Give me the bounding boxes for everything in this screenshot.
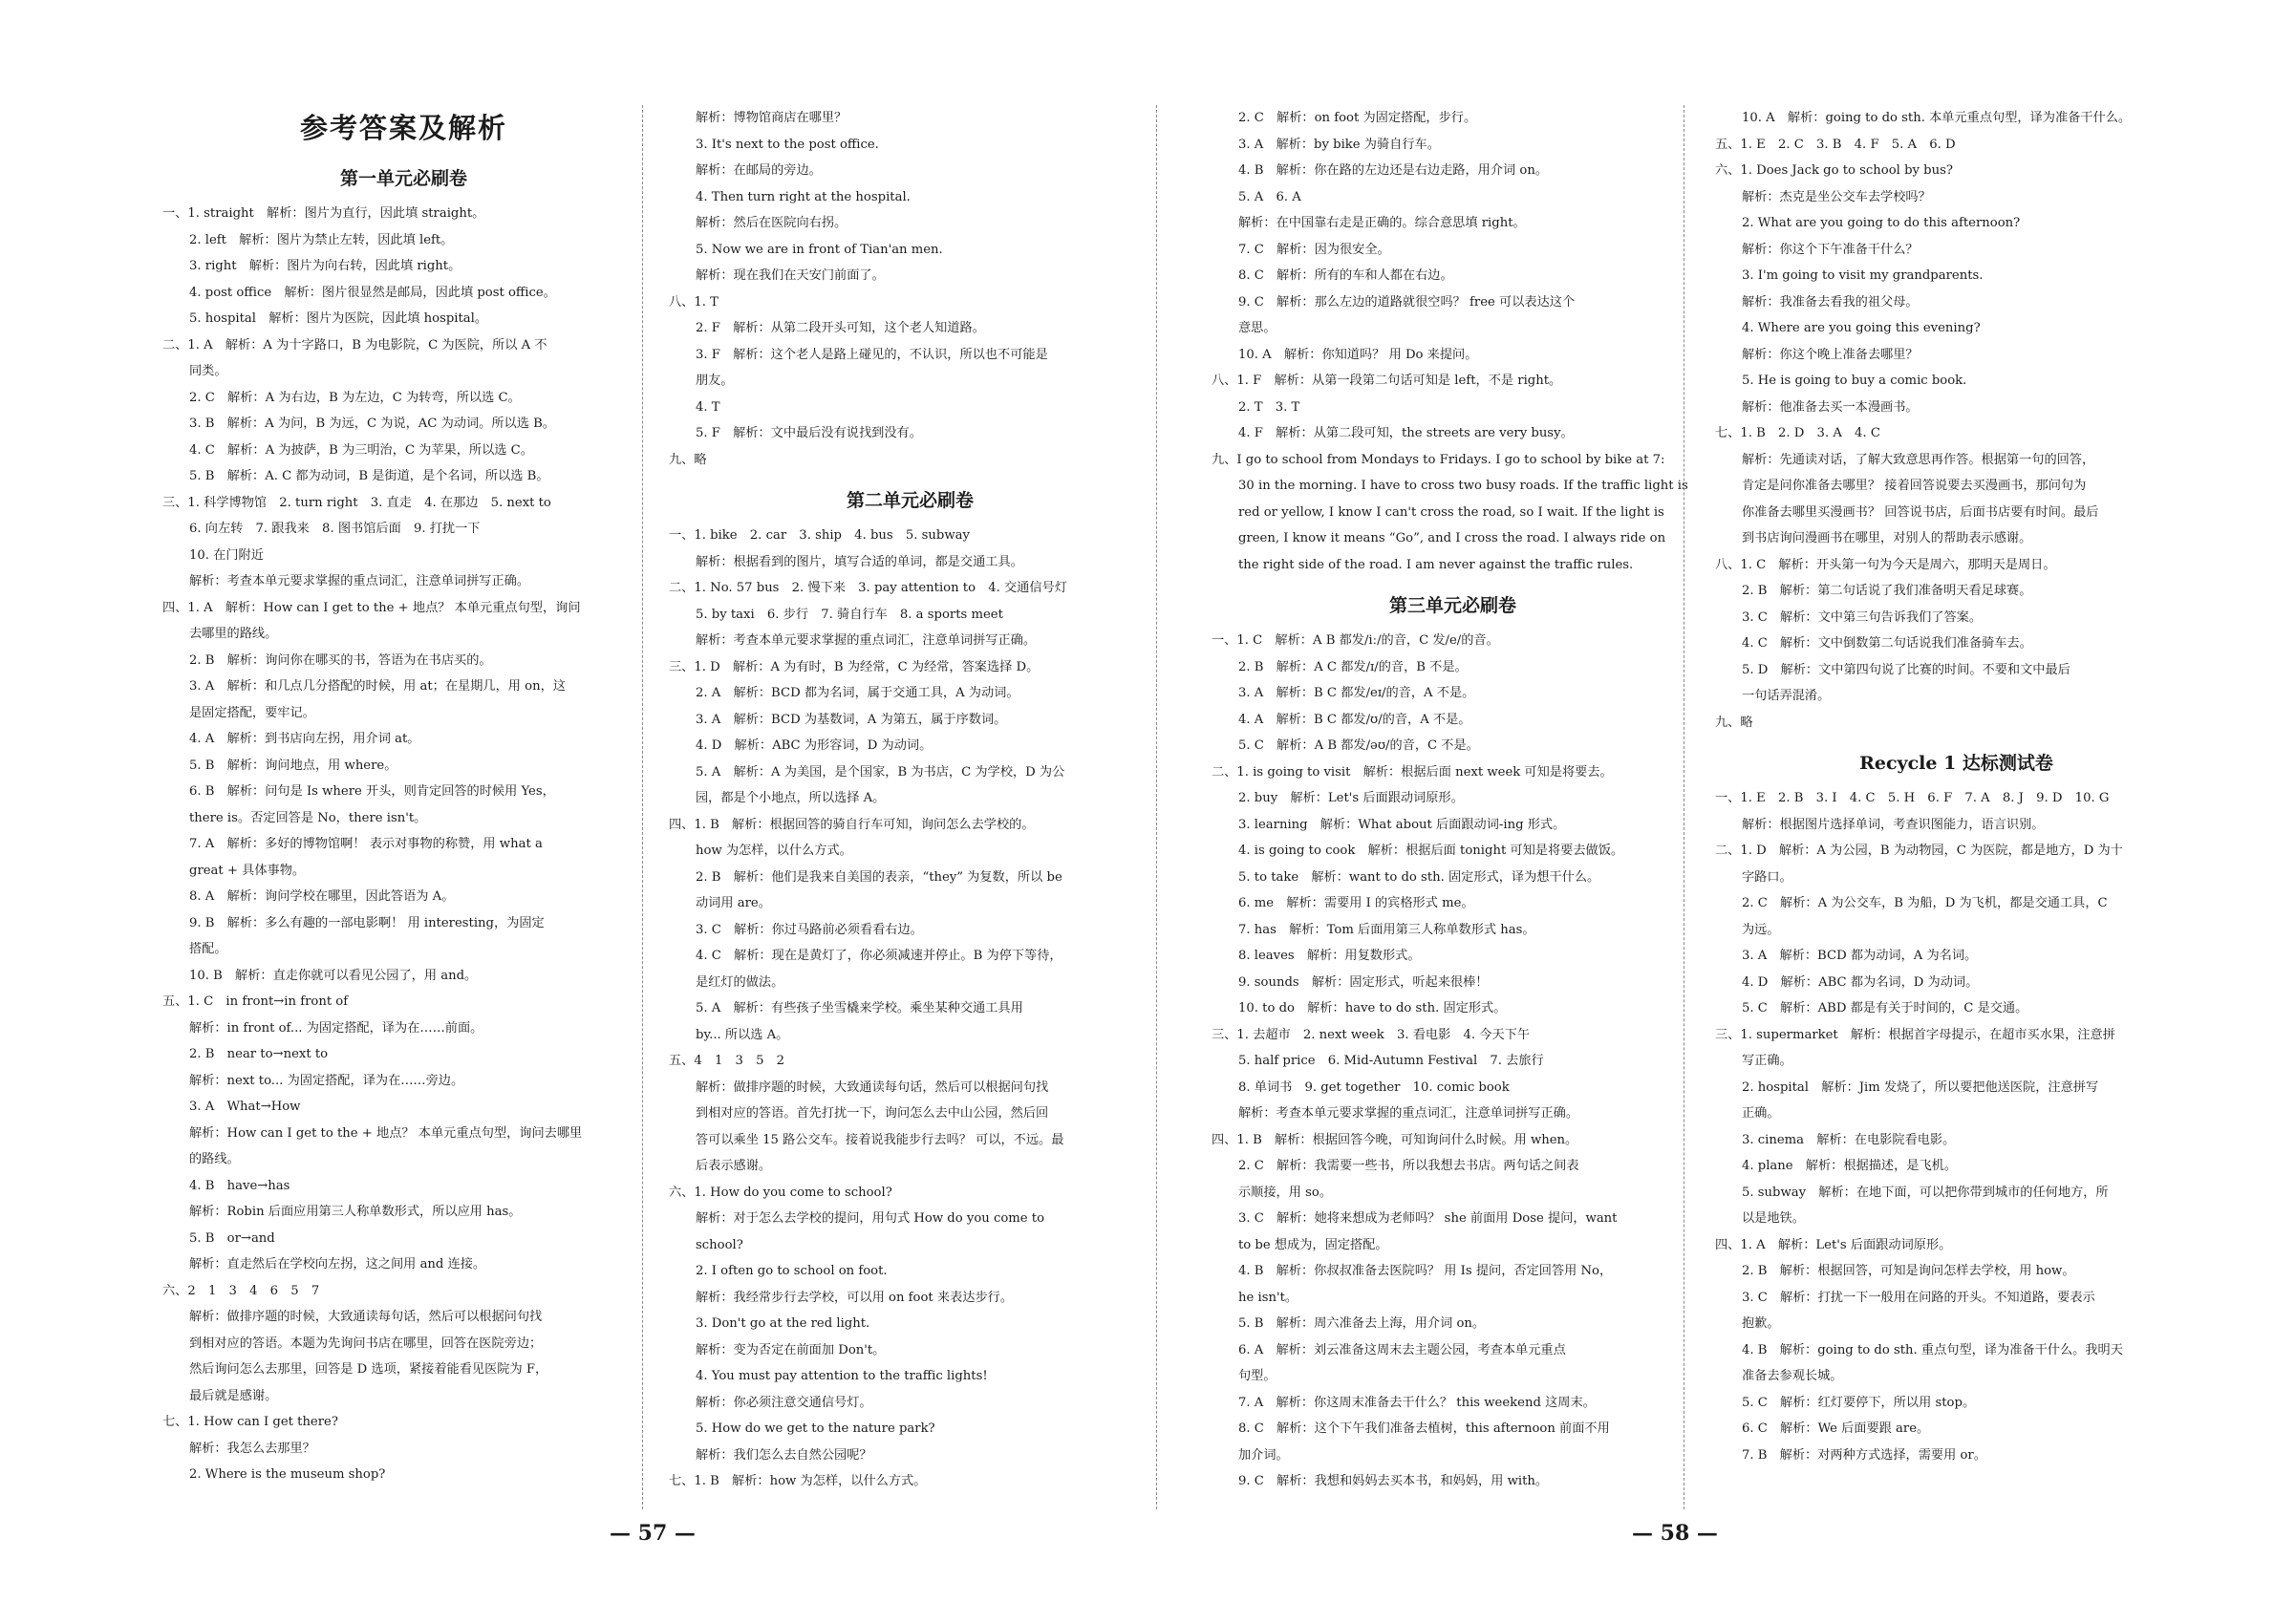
answer-line: 八、1. C 解析：开头第一句为今天是周六，那明天是周日。 [1715,557,2056,572]
answer-line: 10. 在门附近 [189,547,264,563]
answer-line: 6. B 解析：问句是 Is where 开头，则肯定回答的时候用 Yes， [189,784,555,799]
answer-line: 3. C 解析：文中第三句告诉我们了答案。 [1742,609,1983,625]
answer-line: 3. F 解析：这个老人是路上碰见的，不认识，所以也不可能是 [696,347,1048,362]
answer-line: 5. B or→and [189,1230,275,1246]
answer-line: to be 想成为，固定搭配。 [1238,1237,1388,1252]
answer-line: 10. A 解析：你知道吗？ 用 Do 来提问。 [1238,347,1478,362]
answer-column-2 [669,105,1151,1495]
page-number-left: — 57 — [610,1521,696,1546]
answer-line: 二、1. is going to visit 解析：根据后面 next week 可知是将要去。 [1212,764,1613,780]
answer-line: 3. A 解析：B C 都发/eɪ/的音，A 不是。 [1238,686,1475,700]
answer-line: school? [696,1237,743,1252]
answer-line: 30 in the morning. I have to cross two busy roads. If the traffic light is [1238,479,1688,493]
answer-line: 四、1. A 解析：How can I get to the + 地点？ 本单元重点句型，询问 [162,600,581,615]
answer-line: 解析：你必须注意交通信号灯。 [696,1395,872,1410]
answer-line: 9. sounds 解析：固定形式，听起来很棒！ [1238,974,1489,990]
answer-line: 5. D 解析：文中第四句说了比赛的时间。不要和文中最后 [1742,662,2070,677]
answer-line: 5. Now we are in front of Tian'an men. [696,242,943,257]
section-heading: 第三单元必刷卷 [1388,595,1516,616]
answer-line: 3. Don't go at the red light. [696,1316,870,1331]
answer-line: 四、1. B 解析：根据回答的骑自行车可知，询问怎么去学校的。 [669,817,1035,832]
answer-line: 后表示感谢。 [696,1159,772,1173]
section-heading: Recycle 1 达标测试卷 [1859,753,2053,774]
answer-line: 为远。 [1742,922,1780,937]
answer-line: 7. has 解析：Tom 后面用第三人称单数形式 has。 [1238,922,1535,937]
answer-line: 解析：在邮局的旁边。 [696,163,822,178]
answer-line: 七、1. How can I get there? [162,1415,338,1429]
answer-line: 一、1. C 解析：A B 都发/iː/的音，C 发/e/的音。 [1212,633,1499,648]
answer-line: 4. F 解析：从第二段可知，the streets are very busy。 [1238,426,1574,440]
answer-line: 5. A 6. A [1238,189,1301,204]
answer-line: 二、1. No. 57 bus 2. 慢下来 3. pay attention to 4. 交通信号灯 [669,581,1067,595]
answer-line: 然后询问怎么去那里，回答是 D 选项，紧接着能看见医院为 F， [189,1362,548,1377]
answer-line: 四、1. B 解析：根据回答今晚，可知询问什么时候。用 when。 [1212,1132,1578,1147]
answer-line: 解析：先通读对话，了解大致意思再作答。根据第一句的回答， [1742,452,2095,467]
answer-line: 8. 单词书 9. get together 10. comic book [1238,1079,1510,1095]
answer-line: 园，都是个小地点，所以选择 A。 [696,791,886,805]
answer-line: 解析：变为否定在前面加 Don't。 [696,1342,886,1357]
answer-line: 解析：做排序题的时候，大致通读每句话，然后可以根据问句找 [696,1079,1049,1095]
answer-line: 5. B 解析：周六准备去上海，用介词 on。 [1238,1316,1486,1331]
answer-line: 解析：我怎么去那里？ [189,1441,315,1456]
answer-line: 七、1. B 2. D 3. A 4. C [1715,426,1880,440]
answer-line: he isn't。 [1238,1290,1298,1305]
answer-line: 2. C 解析：A 为公交车，B 为船，D 为飞机，都是交通工具，C [1742,896,2108,910]
answer-line: 4. B have→has [189,1178,290,1193]
answer-line: 答可以乘坐 15 路公交车。接着说我能步行去吗？ 可以，不远。最 [696,1132,1064,1147]
answer-line: 2. B near to→next to [189,1047,329,1061]
answer-line: 3. C 解析：打扰一下一般用在问路的开头。不知道路，要表示 [1742,1290,2095,1305]
page-number-right: — 58 — [1632,1521,1718,1546]
answer-line: 5. C 解析：A B 都发/əʊ/的音，C 不是。 [1238,738,1479,753]
answer-line: 8. leaves 解析：用复数形式。 [1238,949,1421,963]
answer-line: 7. A 解析：多好的博物馆啊！ 表示对事物的称赞，用 what a [189,837,543,851]
answer-line: 二、1. D 解析：A 为公园，B 为动物园，C 为医院，都是地方，D 为十 [1715,844,2123,858]
answer-line: 6. 向左转 7. 跟我来 8. 图书馆后面 9. 打扰一下 [189,522,481,536]
answer-line: 九、I go to school from Mondays to Fridays. I go to school by bike at 7: [1212,452,1665,467]
answer-line: 2. T 3. T [1238,399,1300,415]
answer-line: how 为怎样，以什么方式。 [696,844,852,858]
answer-line: 2. I often go to school on foot. [696,1264,888,1278]
answer-line: 2. Where is the museum shop? [189,1467,386,1482]
answer-line: 10. A 解析：going to do sth. 本单元重点句型，译为准备干什么。 [1742,111,2132,125]
answer-line: 三、1. supermarket 解析：根据首字母提示，在超市买水果，注意拼 [1715,1027,2115,1042]
answer-line: 八、1. T [669,294,719,310]
answer-line: 六、1. Does Jack go to school by bus? [1715,163,1953,178]
answer-line: 句型。 [1238,1369,1276,1383]
answer-line: 一句话弄混淆。 [1742,689,1831,703]
answer-line: 4. plane 解析：根据描述，是飞机。 [1742,1159,1958,1173]
answer-line: 解析：对于怎么去学校的提问，用句式 How do you come to [696,1211,1045,1226]
answer-line: 3. A What→How [189,1100,301,1114]
answer-line: 解析：How can I get to the + 地点？ 本单元重点句型，询问去哪里 [189,1125,583,1141]
answer-line: 5. B 解析：A. C 都为动词，B 是街道，是个名词，所以选 B。 [189,469,549,483]
page-title: 参考答案及解析 [299,112,507,144]
answer-line: 九、略 [1715,715,1753,730]
answer-line: 3. A 解析：by bike 为骑自行车。 [1238,137,1440,152]
answer-line: 五、1. C in front→in front of [162,994,349,1009]
answer-line: 9. C 解析：我想和妈妈去买本书，和妈妈，用 with。 [1238,1474,1549,1488]
answer-line: 肯定是问你准备去哪里？ 接着回答说要去买漫画书，那问句为 [1742,479,2087,493]
answer-line: 9. C 解析：那么左边的道路就很空吗？ free 可以表达这个 [1238,294,1576,310]
answer-line: 加介词。 [1238,1447,1289,1463]
answer-line: 6. C 解析：We 后面要跟 are。 [1742,1421,1930,1436]
answer-line: 3. C 解析：她将来想成为老师吗？ she 前面用 Dose 提问，want [1238,1211,1618,1226]
answer-line: 4. C 解析：A 为披萨，B 为三明治，C 为苹果，所以选 C。 [189,442,533,458]
answer-line: 二、1. A 解析：A 为十字路口，B 为电影院，C 为医院，所以 A 不 [162,337,547,353]
answer-line: 到相对应的答语。首先打扰一下，询问怎么去中山公园，然后回 [696,1106,1049,1121]
answer-line: 的路线。 [189,1152,240,1166]
answer-line: 你准备去哪里买漫画书？ 回答说书店，后面书店要有时间。最后 [1742,504,2099,520]
answer-line: 5. B 解析：询问地点，用 where。 [189,758,397,773]
answer-column-3 [1212,105,1694,1495]
answer-line: 六、2 1 3 4 6 5 7 [162,1283,320,1298]
answer-line: 2. C 解析：A 为右边，B 为左边，C 为转弯，所以选 C。 [189,390,521,405]
answer-line: 2. What are you going to do this afternoon? [1742,216,2021,230]
page-gutter [1156,105,1157,1509]
answer-line: 抱歉。 [1742,1316,1780,1331]
section-heading: 第一单元必刷卷 [339,168,467,189]
answer-line: 解析：in front of... 为固定搭配，译为在……前面。 [189,1020,483,1036]
answer-line: 解析：你这个晚上准备去哪里？ [1742,347,1919,362]
answer-line: 解析：考查本单元要求掌握的重点词汇，注意单词拼写正确。 [1238,1106,1579,1121]
answer-line: 2. B 解析：他们是我来自美国的表亲，“they” 为复数，所以 be [696,869,1062,885]
answer-line: 意思。 [1238,321,1276,335]
answer-line: 解析：根据看到的图片，填写合适的单词，都是交通工具。 [696,554,1023,569]
answer-line: 5. to take 解析：want to do sth. 固定形式，译为想干什么。 [1238,869,1600,885]
answer-line: 写正确。 [1742,1054,1792,1068]
answer-column-1 [162,105,645,1488]
answer-line: 5. hospital 解析：图片为医院，因此填 hospital。 [189,311,488,326]
answer-line: 3. right 解析：图片为向右转，因此填 right。 [189,259,461,273]
answer-line: 4. C 解析：文中倒数第二句话说我们准备骑车去。 [1742,636,2032,651]
answer-line: 5. half price 6. Mid-Autumn Festival 7. 去旅行 [1238,1054,1544,1068]
answer-line: 字路口。 [1742,869,1792,885]
answer-line: 7. B 解析：对两种方式选择，需要用 or。 [1742,1447,1986,1463]
answer-line: 5. A 解析：有些孩子坐雪橇来学校。乘坐某种交通工具用 [696,1001,1023,1015]
answer-line: 解析：直走然后在学校向左拐，这之间用 and 连接。 [189,1257,486,1271]
answer-line: 解析：博物馆商店在哪里？ [696,111,847,125]
answer-line: great + 具体事物。 [189,863,306,878]
answer-line: red or yellow, I know I can't cross the road, so I wait. If the light is [1238,504,1664,520]
answer-line: 解析：杰克是坐公交车去学校吗？ [1742,189,1931,204]
answer-line: 一、1. bike 2. car 3. ship 4. bus 5. subway [669,528,970,543]
answer-line: 4. B 解析：going to do sth. 重点句型，译为准备干什么。我明天 [1742,1342,2123,1357]
answer-line: 正确。 [1742,1106,1780,1121]
answer-line: 解析：根据图片选择单词，考查识图能力，语言识别。 [1742,817,2045,832]
answer-line: 五、1. E 2. C 3. B 4. F 5. A 6. D [1715,137,1956,152]
answer-line: 到相对应的答语。本题为先询问书店在哪里，回答在医院旁边； [189,1336,543,1351]
answer-line: 一、1. E 2. B 3. I 4. C 5. H 6. F 7. A 8. J 9. D 10. G [1715,791,2110,805]
answer-line: 3. It's next to the post office. [696,137,879,152]
answer-line: 去哪里的路线。 [189,627,278,641]
answer-line: 五、4 1 3 5 2 [669,1054,785,1068]
answer-line: 2. B 解析：第二句话说了我们准备明天看足球赛。 [1742,584,2032,598]
answer-line: 3. cinema 解析：在电影院看电影。 [1742,1132,1956,1147]
answer-line: 2. hospital 解析：Jim 发烧了，所以要把他送医院，注意拼写 [1742,1079,2099,1095]
answer-line: the right side of the road. I am never against the traffic rules. [1238,557,1634,572]
answer-line: 三、1. 去超市 2. next week 3. 看电影 4. 今天下午 [1212,1027,1531,1042]
answer-line: 3. learning 解析：What about 后面跟动词-ing 形式。 [1238,817,1566,832]
answer-line: 4. T [696,399,720,415]
answer-line: 解析：在中国靠右走是正确的。综合意思填 right。 [1238,216,1526,230]
answer-line: 5. F 解析：文中最后没有说找到没有。 [696,426,922,440]
answer-line: 8. A 解析：询问学校在哪里，因此答语为 A。 [189,889,455,904]
answer-line: 最后就是感谢。 [189,1388,278,1403]
answer-line: 3. A 解析：BCD 都为动词，A 为名词。 [1742,949,1978,963]
answer-line: 4. Where are you going this evening? [1742,321,1981,335]
answer-line: 4. You must pay attention to the traffic lights! [696,1369,988,1383]
answer-line: 八、1. F 解析：从第一段第二句话可知是 left，不是 right。 [1212,374,1562,388]
answer-line: 2. F 解析：从第二段开头可知，这个老人知道路。 [696,321,985,335]
answer-line: 4. B 解析：你叔叔准备去医院吗？ 用 Is 提问，否定回答用 No， [1238,1264,1613,1278]
answer-line: 2. C 解析：我需要一些书，所以我想去书店。两句话之间表 [1238,1159,1579,1173]
answer-line: 8. C 解析：这个下午我们准备去植树，this afternoon 前面不用 [1238,1421,1610,1436]
answer-line: 3. B 解析：A 为问，B 为远，C 为说，AC 为动词。所以选 B。 [189,417,555,431]
answer-line: 2. buy 解析：Let's 后面跟动词原形。 [1238,791,1464,805]
answer-line: 4. D 解析：ABC 为形容词，D 为动词。 [696,738,933,753]
answer-line: 解析：我经常步行去学校，可以用 on foot 来表达步行。 [696,1290,1014,1305]
answer-line: 2. B 解析：根据回答，可知是询问怎样去学校，用 how。 [1742,1264,2075,1278]
answer-line: 以是地铁。 [1742,1211,1805,1226]
answer-line: 3. I'm going to visit my grandparents. [1742,268,1984,283]
answer-line: 解析：我们怎么去自然公园呢？ [696,1447,872,1463]
answer-line: 是红灯的做法。 [696,974,784,990]
answer-line: 九、略 [669,452,707,467]
answer-line: 2. A 解析：BCD 都为名词，属于交通工具，A 为动词。 [696,686,1019,700]
answer-line: 5. How do we get to the nature park? [696,1421,935,1436]
answer-line: 4. D 解析：ABC 都为名词，D 为动词。 [1742,974,1979,990]
answer-line: green, I know it means “Go”, and I cross the road. I always ride on [1238,531,1666,545]
answer-line: 5. subway 解析：在地下面，可以把你带到城市的任何地方，所 [1742,1185,2109,1200]
answer-line: 4. A 解析：B C 都发/ʊ/的音，A 不是。 [1238,712,1471,727]
answer-line: 7. A 解析：你这周末准备去干什么？ this weekend 这周末。 [1238,1395,1596,1410]
section-heading: 第二单元必刷卷 [846,490,974,511]
answer-line: 七、1. B 解析：how 为怎样，以什么方式。 [669,1474,927,1488]
answer-line: 朋友。 [696,374,734,388]
answer-line: 解析：你这个下午准备干什么？ [1742,242,1919,257]
column-divider [642,105,643,1509]
answer-line: 一、1. straight 解析：图片为直行，因此填 straight。 [162,206,485,221]
answer-line: 解析：然后在医院向右拐。 [696,216,847,230]
answer-line: 2. left 解析：图片为禁止左转，因此填 left。 [189,232,454,247]
answer-line: 是固定搭配，要牢记。 [189,705,315,720]
answer-line: 4. A 解析：到书店向左拐，用介词 at。 [189,732,420,746]
answer-line: 4. is going to cook 解析：根据后面 tonight 可知是将要去做饭。 [1238,844,1624,858]
answer-line: 5. C 解析：ABD 都是有关于时间的，C 是交通。 [1742,1001,2028,1015]
answer-line: 4. Then turn right at the hospital. [696,189,911,204]
answer-line: 4. C 解析：现在是黄灯了，你必须减速并停止。B 为停下等待， [696,949,1062,963]
answer-line: 8. C 解析：所有的车和人都在右边。 [1238,268,1453,283]
answer-line: 四、1. A 解析：Let's 后面跟动词原形。 [1715,1237,1952,1252]
answer-line: 10. B 解析：直走你就可以看见公园了，用 and。 [189,968,478,983]
answer-line: 2. C 解析：on foot 为固定搭配，步行。 [1238,111,1477,125]
answer-line: 解析：next to... 为固定搭配，译为在……旁边。 [189,1073,464,1088]
answer-line: 10. to do 解析：have to do sth. 固定形式。 [1238,1001,1507,1015]
answer-line: 6. me 解析：需要用 I 的宾格形式 me。 [1238,896,1474,910]
answer-line: 解析：他准备去买一本漫画书。 [1742,399,1919,415]
answer-line: 同类。 [189,364,227,378]
answer-line: 到书店询问漫画书在哪里，对别人的帮助表示感谢。 [1742,531,2032,545]
answer-line: 5. by taxi 6. 步行 7. 骑自行车 8. a sports meet [696,607,1003,622]
answer-line: 解析：考查本单元要求掌握的重点词汇，注意单词拼写正确。 [189,574,530,588]
answer-line: 6. A 解析：刘云准备这周末去主题公园，考查本单元重点 [1238,1342,1566,1357]
answer-line: 5. C 解析：红灯要停下，所以用 stop。 [1742,1395,1976,1410]
answer-line: 准备去参观长城。 [1742,1369,1843,1383]
answer-line: 3. A 解析：BCD 为基数词，A 为第五，属于序数词。 [696,712,1007,727]
answer-line: 解析：我准备去看我的祖父母。 [1742,294,1919,310]
answer-line: 2. B 解析：询问你在哪买的书，答语为在书店买的。 [189,652,492,668]
answer-line: 三、1. D 解析：A 为有时，B 为经常，C 为经常，答案选择 D。 [669,659,1040,674]
answer-line: 5. A 解析：A 为美国，是个国家，B 为书店，C 为学校，D 为公 [696,764,1065,780]
answer-line: by... 所以选 A。 [696,1027,789,1042]
answer-line: there is。否定回答是 No，there isn't。 [189,810,427,825]
answer-line: 2. B 解析：A C 都发/ɪ/的音，B 不是。 [1238,659,1468,674]
answer-line: 三、1. 科学博物馆 2. turn right 3. 直走 4. 在那边 5. next to [162,495,551,510]
answer-line: 示顺接，用 so。 [1238,1185,1333,1200]
answer-line: 4. post office 解析：图片很显然是邮局，因此填 post office。 [189,285,556,300]
answer-line: 3. A 解析：和几点几分搭配的时候，用 at；在星期几，用 on，这 [189,679,566,694]
answer-line: 解析：现在我们在天安门前面了。 [696,268,885,283]
answer-column-4 [1715,105,2198,1468]
answer-line: 动词用 are。 [696,896,771,910]
answer-line: 六、1. How do you come to school? [669,1185,892,1200]
answer-line: 9. B 解析：多么有趣的一部电影啊！ 用 interesting，为固定 [189,915,545,930]
answer-line: 解析：Robin 后面应用第三人称单数形式，所以应用 has。 [189,1205,522,1219]
answer-line: 搭配。 [189,942,227,956]
answer-line: 7. C 解析：因为很安全。 [1238,242,1390,257]
answer-line: 4. B 解析：你在路的左边还是右边走路，用介词 on。 [1238,163,1549,178]
answer-line: 3. C 解析：你过马路前必须看看右边。 [696,922,923,937]
answer-line: 解析：考查本单元要求掌握的重点词汇，注意单词拼写正确。 [696,633,1037,648]
answer-line: 解析：做排序题的时候，大致通读每句话，然后可以根据问句找 [189,1310,543,1324]
answer-line: 5. He is going to buy a comic book. [1742,374,1967,388]
